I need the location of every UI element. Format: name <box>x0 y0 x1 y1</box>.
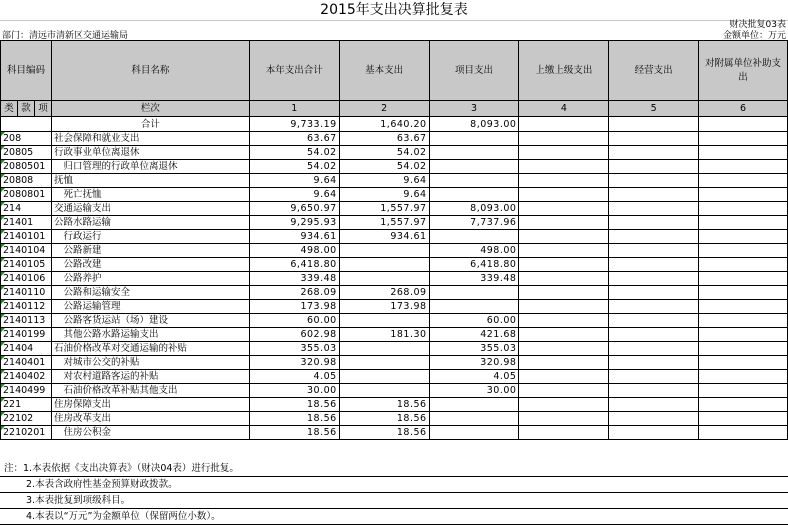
row-subsidy <box>699 230 788 244</box>
row-total: 6,418.80 <box>249 258 339 272</box>
row-code: 2140110 <box>1 286 52 300</box>
row-total: 18.56 <box>249 398 339 412</box>
row-name: 公路和运输安全 <box>51 286 249 300</box>
table-row <box>1 160 788 174</box>
row-basic <box>339 258 429 272</box>
header-subsidy: 对附属单位补助支出 <box>699 41 788 101</box>
row-name: 对城市公交的补贴 <box>51 356 249 370</box>
row-project <box>429 300 519 314</box>
row-subsidy <box>699 132 788 146</box>
row-upper <box>519 202 609 216</box>
table-row <box>1 146 788 160</box>
row-subsidy <box>699 370 788 384</box>
page-title: 2015年支出决算批复表 <box>320 2 468 18</box>
row-business <box>609 244 699 258</box>
row-project: 30.00 <box>429 384 519 398</box>
total-basic: 1,640.20 <box>339 117 429 132</box>
row-code: 2140106 <box>1 272 52 286</box>
row-name: 行政事业单位离退休 <box>51 146 249 160</box>
row-total: 9,295.93 <box>249 216 339 230</box>
row-business <box>609 342 699 356</box>
row-subsidy <box>699 258 788 272</box>
row-project <box>429 146 519 160</box>
table-row <box>1 244 788 258</box>
row-total: 320.98 <box>249 356 339 370</box>
table-row <box>1 398 788 412</box>
row-name: 社会保障和就业支出 <box>51 132 249 146</box>
row-name: 公路养护 <box>51 272 249 286</box>
row-code: 208 <box>1 132 52 146</box>
row-name: 对农村道路客运的补贴 <box>51 370 249 384</box>
row-subsidy <box>699 286 788 300</box>
table-row <box>1 300 788 314</box>
notes <box>0 461 788 525</box>
row-code: 2140112 <box>1 300 52 314</box>
row-upper <box>519 286 609 300</box>
row-code: 2140113 <box>1 314 52 328</box>
row-name: 公路新建 <box>51 244 249 258</box>
row-basic: 18.56 <box>339 426 429 440</box>
table-row <box>1 188 788 202</box>
row-total: 30.00 <box>249 384 339 398</box>
row-subsidy <box>699 188 788 202</box>
row-upper <box>519 314 609 328</box>
row-basic <box>339 370 429 384</box>
header-row <box>1 41 788 101</box>
row-project <box>429 230 519 244</box>
column-index-row <box>1 101 788 117</box>
row-name: 死亡抚恤 <box>51 188 249 202</box>
row-upper <box>519 342 609 356</box>
row-subsidy <box>699 342 788 356</box>
row-business <box>609 160 699 174</box>
row-upper <box>519 412 609 426</box>
row-total: 498.00 <box>249 244 339 258</box>
row-total: 18.56 <box>249 426 339 440</box>
row-project: 498.00 <box>429 244 519 258</box>
row-total: 268.09 <box>249 286 339 300</box>
row-project <box>429 174 519 188</box>
row-project: 6,418.80 <box>429 258 519 272</box>
row-total: 9,650.97 <box>249 202 339 216</box>
row-subsidy <box>699 398 788 412</box>
total-label: 合计 <box>51 117 249 132</box>
row-subsidy <box>699 216 788 230</box>
row-project <box>429 188 519 202</box>
col-index-1: 1 <box>249 101 339 117</box>
header-kuan: 款 <box>17 101 34 117</box>
form-number: 财决批复03表 <box>729 20 786 30</box>
row-code: 2140402 <box>1 370 52 384</box>
row-code: 221 <box>1 398 52 412</box>
row-business <box>609 370 699 384</box>
row-project <box>429 426 519 440</box>
row-upper <box>519 384 609 398</box>
row-basic: 54.02 <box>339 160 429 174</box>
row-business <box>609 356 699 370</box>
row-total: 63.67 <box>249 132 339 146</box>
note-line: 注：1.本表依据《支出决算表》（财决04表）进行批复。 <box>0 461 788 477</box>
col-index-2: 2 <box>339 101 429 117</box>
row-upper <box>519 300 609 314</box>
row-business <box>609 286 699 300</box>
row-project <box>429 160 519 174</box>
row-upper <box>519 244 609 258</box>
row-code: 21404 <box>1 342 52 356</box>
row-subsidy <box>699 160 788 174</box>
row-business <box>609 146 699 160</box>
header-business: 经营支出 <box>609 41 699 101</box>
table-row <box>1 370 788 384</box>
row-subsidy <box>699 146 788 160</box>
row-basic <box>339 384 429 398</box>
row-basic: 173.98 <box>339 300 429 314</box>
row-basic: 18.56 <box>339 412 429 426</box>
row-upper <box>519 258 609 272</box>
col-index-4: 4 <box>519 101 609 117</box>
row-business <box>609 258 699 272</box>
row-name: 住房公积金 <box>51 426 249 440</box>
row-basic: 268.09 <box>339 286 429 300</box>
row-basic: 63.67 <box>339 132 429 146</box>
table-row <box>1 384 788 398</box>
row-upper <box>519 272 609 286</box>
row-project: 355.03 <box>429 342 519 356</box>
total-project: 8,093.00 <box>429 117 519 132</box>
row-project <box>429 286 519 300</box>
row-name: 行政运行 <box>51 230 249 244</box>
col-index-5: 5 <box>609 101 699 117</box>
row-name: 石油价格改革对交通运输的补贴 <box>51 342 249 356</box>
row-subsidy <box>699 328 788 342</box>
row-project: 60.00 <box>429 314 519 328</box>
header-total: 本年支出合计 <box>249 41 339 101</box>
row-code: 21401 <box>1 216 52 230</box>
budget-table <box>0 40 788 440</box>
title-divider <box>0 20 788 21</box>
row-subsidy <box>699 384 788 398</box>
row-code: 22102 <box>1 412 52 426</box>
row-business <box>609 314 699 328</box>
table-row <box>1 174 788 188</box>
table-row <box>1 314 788 328</box>
row-upper <box>519 174 609 188</box>
row-total: 54.02 <box>249 146 339 160</box>
row-basic <box>339 356 429 370</box>
table-row <box>1 328 788 342</box>
table-row <box>1 258 788 272</box>
row-total: 4.05 <box>249 370 339 384</box>
header-xiang: 项 <box>34 101 51 117</box>
row-business <box>609 230 699 244</box>
note-line: 4.本表以“万元”为金额单位（保留两位小数）。 <box>0 509 788 525</box>
row-code: 2140104 <box>1 244 52 258</box>
row-business <box>609 328 699 342</box>
row-code: 20805 <box>1 146 52 160</box>
row-project <box>429 132 519 146</box>
row-total: 9.64 <box>249 188 339 202</box>
row-business <box>609 426 699 440</box>
row-business <box>609 272 699 286</box>
row-name: 公路客货运站（场）建设 <box>51 314 249 328</box>
row-project: 7,737.96 <box>429 216 519 230</box>
row-name: 交通运输支出 <box>51 202 249 216</box>
row-name: 抚恤 <box>51 174 249 188</box>
row-name: 公路运输管理 <box>51 300 249 314</box>
row-name: 归口管理的行政单位离退休 <box>51 160 249 174</box>
total-row <box>1 117 788 132</box>
row-code: 2140101 <box>1 230 52 244</box>
row-business <box>609 300 699 314</box>
table-row <box>1 132 788 146</box>
row-total: 60.00 <box>249 314 339 328</box>
row-business <box>609 216 699 230</box>
row-basic: 181.30 <box>339 328 429 342</box>
total-sum: 9,733.19 <box>249 117 339 132</box>
row-project <box>429 398 519 412</box>
row-project: 8,093.00 <box>429 202 519 216</box>
note-line: 2.本表含政府性基金预算财政拨款。 <box>0 477 788 493</box>
row-basic: 9.64 <box>339 174 429 188</box>
row-subsidy <box>699 202 788 216</box>
row-name: 公路水路运输 <box>51 216 249 230</box>
row-upper <box>519 216 609 230</box>
row-code: 2140499 <box>1 384 52 398</box>
row-basic <box>339 314 429 328</box>
row-name: 其他公路水路运输支出 <box>51 328 249 342</box>
row-code: 2080801 <box>1 188 52 202</box>
row-code: 2140199 <box>1 328 52 342</box>
row-basic: 934.61 <box>339 230 429 244</box>
row-subsidy <box>699 300 788 314</box>
row-basic: 1,557.97 <box>339 216 429 230</box>
row-code: 2140401 <box>1 356 52 370</box>
row-code: 2140105 <box>1 258 52 272</box>
row-upper <box>519 356 609 370</box>
row-subsidy <box>699 244 788 258</box>
row-total: 9.64 <box>249 174 339 188</box>
table-row <box>1 202 788 216</box>
row-total: 355.03 <box>249 342 339 356</box>
col-index-3: 3 <box>429 101 519 117</box>
row-basic: 54.02 <box>339 146 429 160</box>
row-subsidy <box>699 356 788 370</box>
header-upper: 上缴上级支出 <box>519 41 609 101</box>
table-row <box>1 412 788 426</box>
row-name: 石油价格改革补贴其他支出 <box>51 384 249 398</box>
row-business <box>609 412 699 426</box>
row-upper <box>519 132 609 146</box>
row-business <box>609 174 699 188</box>
row-business <box>609 398 699 412</box>
row-total: 173.98 <box>249 300 339 314</box>
row-upper <box>519 370 609 384</box>
header-basic: 基本支出 <box>339 41 429 101</box>
header-code: 科目编码 <box>1 41 52 101</box>
row-basic <box>339 244 429 258</box>
row-name: 住房改革支出 <box>51 412 249 426</box>
row-project: 4.05 <box>429 370 519 384</box>
col-index-6: 6 <box>699 101 788 117</box>
header-lanci: 栏次 <box>51 101 249 117</box>
row-project: 320.98 <box>429 356 519 370</box>
row-upper <box>519 328 609 342</box>
row-total: 339.48 <box>249 272 339 286</box>
row-upper <box>519 146 609 160</box>
row-code: 2210201 <box>1 426 52 440</box>
row-upper <box>519 160 609 174</box>
unit-label: 金额单位：万元 <box>722 31 786 41</box>
department-label: 部门：清远市清新区交通运输局 <box>2 31 129 41</box>
row-name: 住房保障支出 <box>51 398 249 412</box>
row-basic: 9.64 <box>339 188 429 202</box>
row-basic: 18.56 <box>339 398 429 412</box>
header-name: 科目名称 <box>51 41 249 101</box>
table-row <box>1 342 788 356</box>
row-total: 934.61 <box>249 230 339 244</box>
row-upper <box>519 398 609 412</box>
table-row <box>1 356 788 370</box>
row-business <box>609 202 699 216</box>
row-subsidy <box>699 174 788 188</box>
row-name: 公路改建 <box>51 258 249 272</box>
row-subsidy <box>699 314 788 328</box>
row-code: 2080501 <box>1 160 52 174</box>
row-code: 20808 <box>1 174 52 188</box>
row-upper <box>519 230 609 244</box>
row-upper <box>519 426 609 440</box>
header-lei: 类 <box>1 101 18 117</box>
row-project <box>429 412 519 426</box>
table-row <box>1 230 788 244</box>
note-line: 3.本表批复到项级科目。 <box>0 493 788 509</box>
table-row <box>1 216 788 230</box>
row-business <box>609 132 699 146</box>
row-subsidy <box>699 272 788 286</box>
row-basic <box>339 342 429 356</box>
row-total: 602.98 <box>249 328 339 342</box>
row-total: 18.56 <box>249 412 339 426</box>
table-row <box>1 272 788 286</box>
row-subsidy <box>699 426 788 440</box>
row-business <box>609 188 699 202</box>
table-row <box>1 426 788 440</box>
row-basic: 1,557.97 <box>339 202 429 216</box>
table-row <box>1 286 788 300</box>
row-project: 421.68 <box>429 328 519 342</box>
row-upper <box>519 188 609 202</box>
row-total: 54.02 <box>249 160 339 174</box>
row-business <box>609 384 699 398</box>
row-basic <box>339 272 429 286</box>
row-subsidy <box>699 412 788 426</box>
row-project: 339.48 <box>429 272 519 286</box>
header-project: 项目支出 <box>429 41 519 101</box>
row-code: 214 <box>1 202 52 216</box>
